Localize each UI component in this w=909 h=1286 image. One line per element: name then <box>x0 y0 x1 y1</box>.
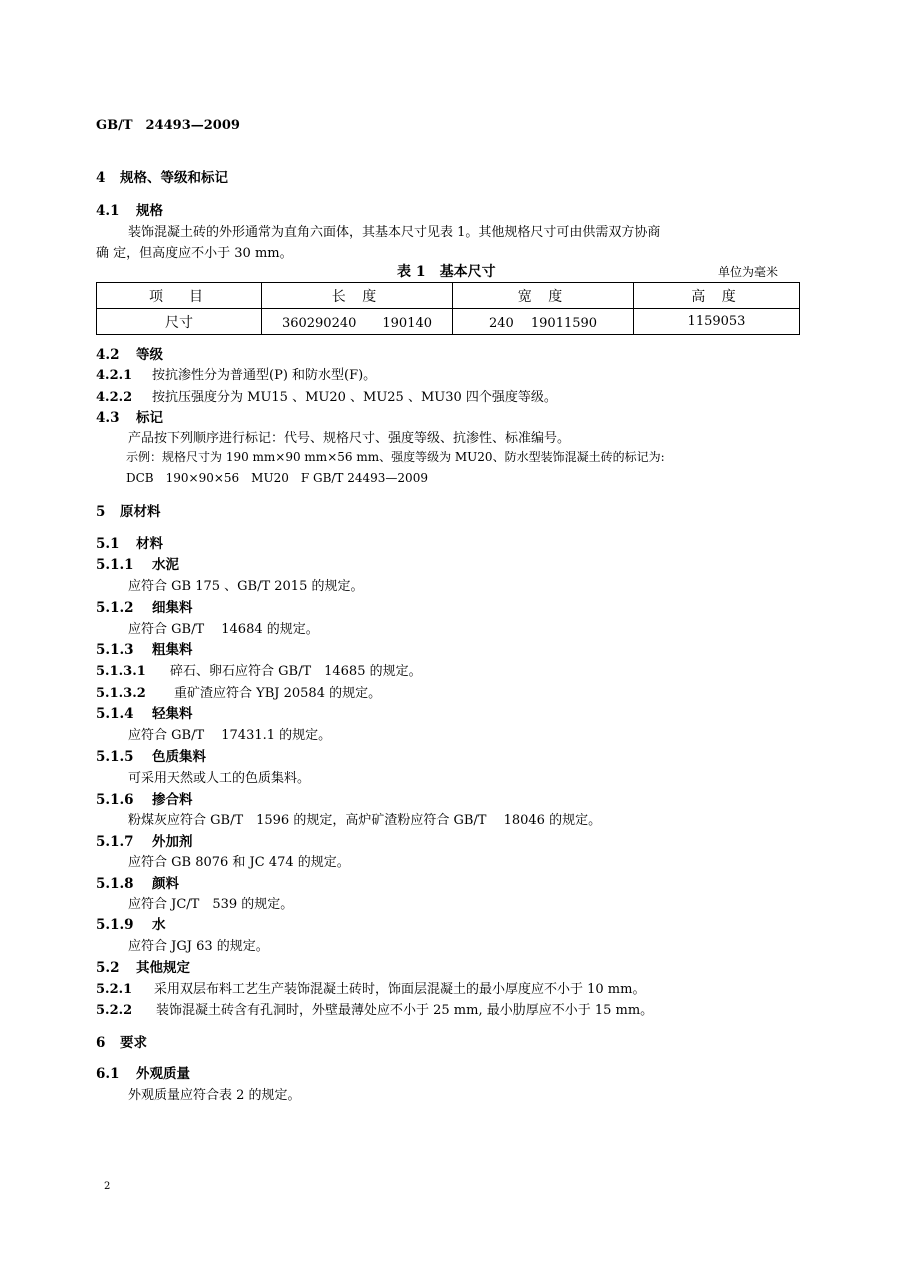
cell-length: 360290240 190140 <box>262 309 453 335</box>
section-5-1-6-text: 粉煤灰应符合 GB/T 1596 的规定，高炉矿渣粉应符合 GB/T 18046 的规定。 <box>128 813 602 828</box>
section-6-1-heading: 6.1 外观质量 <box>96 1066 190 1082</box>
section-4-1-text-1: 装饰混凝土砖的外形通常为直角六面体，其基本尺寸见表 1。其他规格尺寸可由供需双方协商 <box>128 225 661 240</box>
section-4-1-heading: 4.1 规格 <box>96 203 163 219</box>
section-4-2-2: 4.2.2 按抗压强度分为 MU15 、MU20 、MU25 、MU30 四个强度等级。 <box>96 390 557 405</box>
row-label-size: 尺寸 <box>97 309 262 335</box>
section-4-3-heading: 4.3 标记 <box>96 410 163 426</box>
section-4-2-heading: 4.2 等级 <box>96 347 163 363</box>
section-4-1-text-2: 确 定，但高度应不小于 30 mm。 <box>96 246 293 261</box>
section-5-1-3-2: 5.1.3.2 重矿渣应符合 YBJ 20584 的规定。 <box>96 686 382 701</box>
table-1-basic-dimensions <box>96 282 800 335</box>
section-5-1-2-text: 应符合 GB/T 14684 的规定。 <box>128 622 319 637</box>
table-header-row <box>97 283 800 309</box>
section-4-3-marking: DCB 190×90×56 MU20 F GB/T 24493—2009 <box>126 471 428 485</box>
section-5-2-2: 5.2.2 装饰混凝土砖含有孔洞时，外壁最薄处应不小于 25 mm, 最小肋厚应不小于 15 mm。 <box>96 1003 654 1018</box>
standard-number: GB/T 24493—2009 <box>96 118 240 133</box>
section-5-2-1: 5.2.1 采用双层布料工艺生产装饰混凝土砖时，饰面层混凝土的最小厚度应不小于 10 mm。 <box>96 982 646 997</box>
section-5-2-heading: 5.2 其他规定 <box>96 960 190 976</box>
section-5-1-6-heading: 5.1.6 掺合料 <box>96 792 193 808</box>
section-6-1-text: 外观质量应符合表 2 的规定。 <box>128 1088 301 1103</box>
section-5-1-9-heading: 5.1.9 水 <box>96 917 166 933</box>
section-5-1-8-heading: 5.1.8 颜料 <box>96 876 179 892</box>
section-5-1-heading: 5.1 材料 <box>96 536 163 552</box>
section-5-1-2-heading: 5.1.2 细集料 <box>96 600 193 616</box>
section-5-1-5-text: 可采用天然或人工的色质集料。 <box>128 771 311 786</box>
cell-width: 240 19011590 <box>453 309 634 335</box>
section-5-1-5-heading: 5.1.5 色质集料 <box>96 749 206 765</box>
section-5-1-1-heading: 5.1.1 水泥 <box>96 557 179 573</box>
table-1-unit: 单位为毫米 <box>718 265 779 279</box>
header-length: 长 度 <box>262 283 453 309</box>
section-5-1-3-heading: 5.1.3 粗集料 <box>96 642 193 658</box>
section-5-1-3-1: 5.1.3.1 碎石、卵石应符合 GB/T 14685 的规定。 <box>96 664 422 679</box>
table-1-caption: 表 1 基本尺寸 <box>397 264 496 280</box>
section-4-2-1: 4.2.1 按抗渗性分为普通型(P) 和防水型(F)。 <box>96 368 377 383</box>
section-5-1-9-text: 应符合 JGJ 63 的规定。 <box>128 939 269 954</box>
section-5-1-8-text: 应符合 JC/T 539 的规定。 <box>128 897 294 912</box>
header-width: 宽 度 <box>453 283 634 309</box>
header-height: 高 度 <box>634 283 800 309</box>
section-5-1-4-heading: 5.1.4 轻集料 <box>96 706 193 722</box>
section-5-1-7-heading: 5.1.7 外加剂 <box>96 834 193 850</box>
header-item: 项 目 <box>97 283 262 309</box>
section-4-3-example: 示例：规格尺寸为 190 mm×90 mm×56 mm、强度等级为 MU20、防水型装饰混凝土砖的标记为: <box>126 450 665 464</box>
section-5-1-1-text: 应符合 GB 175 、GB/T 2015 的规定。 <box>128 579 364 594</box>
section-5-1-4-text: 应符合 GB/T 17431.1 的规定。 <box>128 728 332 743</box>
page-number: 2 <box>104 1181 111 1192</box>
section-5-heading: 5 原材料 <box>96 504 161 520</box>
section-5-1-7-text: 应符合 GB 8076 和 JC 474 的规定。 <box>128 855 350 870</box>
cell-height: 1159053 <box>634 309 800 335</box>
section-4-3-text-1: 产品按下列顺序进行标记：代号、规格尺寸、强度等级、抗渗性、标准编号。 <box>128 431 571 446</box>
section-4-heading: 4 规格、等级和标记 <box>96 170 228 186</box>
table-row <box>97 309 800 335</box>
section-6-heading: 6 要求 <box>96 1035 147 1051</box>
